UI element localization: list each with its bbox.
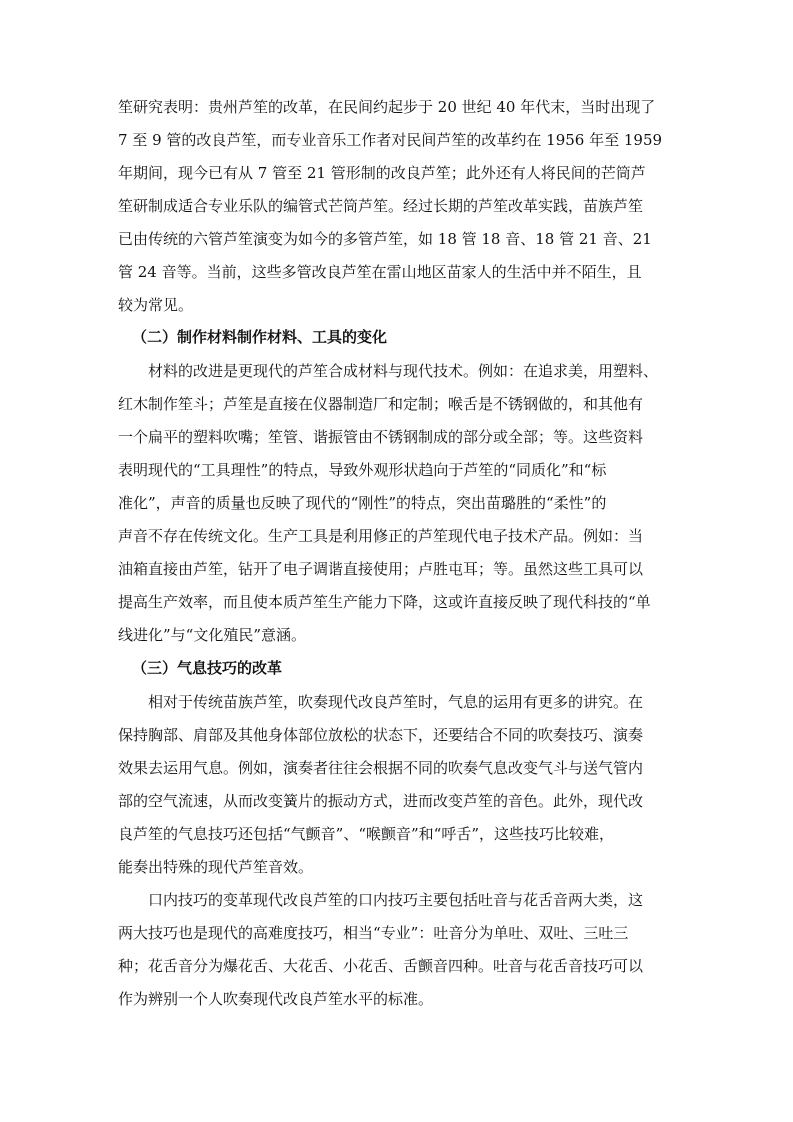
body-text-line: 良芦笙的气息技巧还包括“气颤音”、“喉颤音”和“呼舌”，这些技巧比较难， [118,825,615,843]
body-text-line: 7 至 9 管的改良芦笙，而专业音乐工作者对民间芦笙的改革约在 1956 年至 1959 [118,131,663,149]
body-text-line: 笙研究表明：贵州芦笙的改革，在民间约起步于 20 世纪 40 年代末，当时出现了 [118,98,656,116]
body-text-line: 声音不存在传统文化。生产工具是利用修正的芦笙现代电子技术产品。例如：当 [118,527,644,545]
body-text-line: 能奏出特殊的现代芦笙音效。 [118,858,314,876]
body-text-line: 已由传统的六管芦笙演变为如今的多管芦笙，如 18 管 18 音、18 管 21 音、21 [118,230,652,248]
body-text-line: 两大技巧也是现代的高难度技巧，相当“专业”：吐音分为单吐、双吐、三吐三 [118,924,629,942]
body-text-line: 作为辨别一个人吹奏现代改良芦笙水平的标准。 [118,990,434,1008]
body-text-line: 口内技巧的变革现代改良芦笙的口内技巧主要包括吐音与花舌音两大类，这 [148,891,644,909]
body-text-line: 管 24 音等。当前，这些多管改良芦笙在雷山地区苗家人的生活中并不陌生，且 [118,263,642,281]
body-text-line: 线进化”与“文化殖民”意涵。 [118,626,307,644]
body-text-line: 准化”，声音的质量也反映了现代的“刚性”的特点，突出苗璐胜的“柔性”的 [118,494,607,512]
body-text-line: 笙研制成适合专业乐队的编管式芒筒芦笙。经过长期的芦笙改革实践，苗族芦笙 [118,197,644,215]
body-text-line: 相对于传统苗族芦笙，吹奏现代改良芦笙时，气息的运用有更多的讲究。在 [148,693,644,711]
section-heading: （二）制作材料制作材料、工具的变化 [132,328,388,346]
body-text-line: 保持胸部、肩部及其他身体部位放松的状态下，还要结合不同的吹奏技巧、演奏 [118,726,644,744]
body-text-line: 一个扁平的塑料吹嘴；笙管、谐振管由不锈钢制成的部分或全部；等。这些资料 [118,428,644,446]
body-text-line: 油箱直接由芦笙，钻开了电子调谐直接使用；卢胜屯耳；等。虽然这些工具可以 [118,560,644,578]
body-text-line: 年期间，现今已有从 7 管至 21 管形制的改良芦笙；此外还有人将民间的芒筒芦 [118,164,646,182]
body-text-line: 种；花舌音分为爆花舌、大花舌、小花舌、舌颤音四种。吐音与花舌音技巧可以 [118,957,644,975]
body-text-line: 表明现代的“工具理性”的特点，导致外观形状趋向于芦笙的“同质化”和“标 [118,461,607,479]
body-text-line: 效果去运用气息。例如，演奏者往往会根据不同的吹奏气息改变气斗与送气管内 [118,759,644,777]
section-heading: （三）气息技巧的改革 [132,659,283,677]
body-text-line: 部的空气流速，从而改变簧片的振动方式，进而改变芦笙的音色。此外，现代改 [118,792,644,810]
body-text-line: 较为常见。 [118,296,194,314]
body-text-line: 红木制作笙斗；芦笙是直接在仪器制造厂和定制；喉舌是不锈钢做的，和其他有 [118,395,644,413]
body-text-line: 提高生产效率，而且使本质芦笙生产能力下降，这或许直接反映了现代科技的“单 [118,593,651,611]
body-text-line: 材料的改进是更现代的芦笙合成材料与现代技术。例如：在追求美，用塑料、 [148,362,659,380]
